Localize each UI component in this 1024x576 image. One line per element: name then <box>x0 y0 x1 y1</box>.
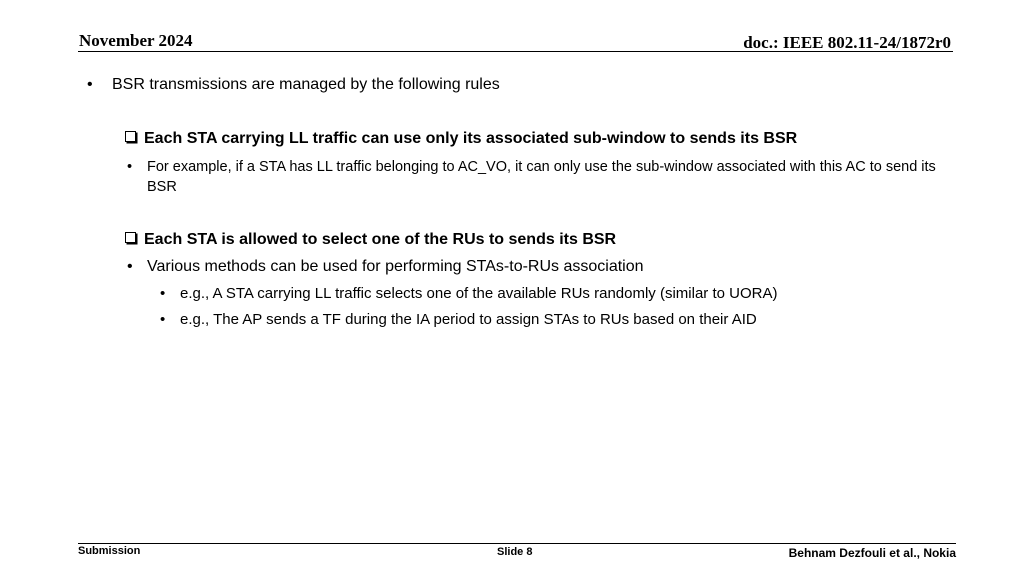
bullet-icon: • <box>127 159 133 175</box>
footer-slide-number: Slide 8 <box>497 546 533 558</box>
rule2-heading <box>125 231 616 249</box>
rule2-heading-text: Each STA is allowed to select one of the RUs to sends its BSR <box>144 231 617 248</box>
bullet-icon: • <box>87 76 93 93</box>
header-date: November 2024 <box>79 31 193 50</box>
rule2-example-2-text: e.g., The AP sends a TF during the IA period to assign STAs to RUs based on their AID <box>180 311 757 328</box>
header-divider <box>78 51 953 52</box>
rule1-example-text: For example, if a STA has LL traffic belonging to AC_VO, it can only use the sub-window associated with this AC to send its BSR <box>147 159 936 195</box>
rule2-example-1-text: e.g., A STA carrying LL traffic selects one of the available RUs randomly (similar to UORA) <box>180 285 778 302</box>
checkbox-bullet-icon <box>125 232 136 243</box>
rule2-method-text: Various methods can be used for performing STAs-to-RUs association <box>147 258 644 275</box>
footer-submission: Submission <box>78 545 141 557</box>
rule1-heading <box>125 130 797 148</box>
intro-text: BSR transmissions are managed by the following rules <box>112 76 500 93</box>
footer-authors: Behnam Dezfouli et al., Nokia <box>788 546 956 560</box>
bullet-icon: • <box>160 311 166 328</box>
checkbox-bullet-icon <box>125 131 136 142</box>
rule1-heading-text: Each STA carrying LL traffic can use only its associated sub-window to sends its BSR <box>144 130 798 147</box>
bullet-icon: • <box>127 258 133 275</box>
bullet-icon: • <box>160 285 166 302</box>
header-doc-id: doc.: IEEE 802.11-24/1872r0 <box>743 33 951 52</box>
footer-divider <box>78 543 956 544</box>
